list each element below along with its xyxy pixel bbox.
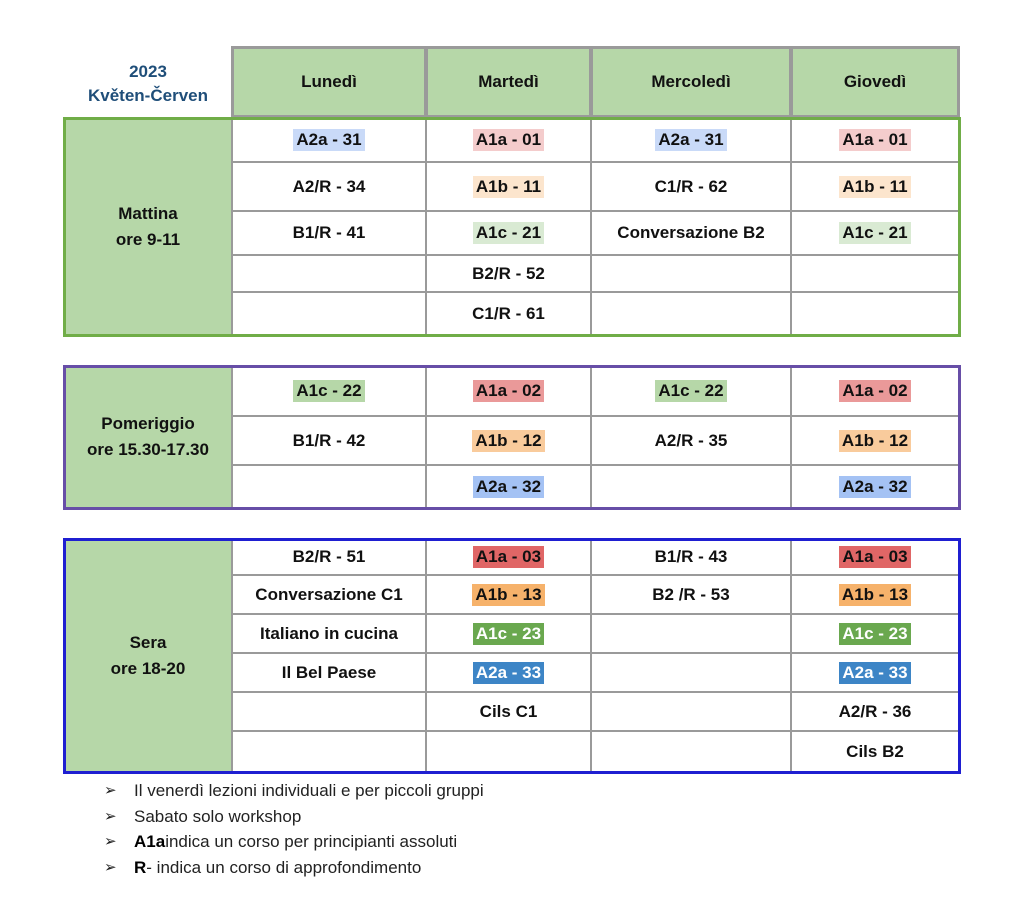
course-text: Conversazione C1	[255, 584, 403, 604]
row-divider	[232, 730, 959, 732]
course-tag: A2a - 33	[473, 662, 544, 684]
morning-time-label	[64, 118, 232, 335]
schedule-cell	[791, 731, 959, 772]
schedule-cell	[791, 292, 959, 335]
schedule-cell	[426, 575, 591, 614]
column-divider	[590, 539, 592, 772]
schedule-cell	[591, 416, 791, 465]
afternoon-time-label	[64, 366, 232, 508]
column-divider	[231, 366, 233, 508]
course-tag: A1a - 02	[473, 380, 544, 402]
session-hours: ore 9-11	[115, 229, 181, 249]
course-text: A2/R - 35	[654, 430, 728, 450]
schedule-cell	[791, 539, 959, 575]
course-tag: A2a - 32	[839, 476, 910, 498]
session-hours: ore 18-20	[110, 658, 186, 678]
course-text: B1/R - 41	[292, 223, 366, 242]
day-header-wednesday: Mercoledì	[590, 46, 792, 118]
schedule-cell	[791, 366, 959, 416]
row-divider	[232, 691, 959, 693]
row-divider	[232, 210, 959, 212]
schedule-cell	[791, 416, 959, 465]
course-tag: A1b - 13	[839, 584, 911, 606]
column-divider	[425, 118, 427, 335]
schedule-cell	[232, 614, 426, 653]
schedule-cell	[591, 366, 791, 416]
schedule-cell	[426, 366, 591, 416]
arrow-bullet-icon: ➢	[104, 807, 117, 825]
schedule-cell	[791, 162, 959, 211]
row-divider	[232, 613, 959, 615]
schedule-cell	[426, 211, 591, 255]
evening-time-label	[64, 539, 232, 772]
schedule-cell	[591, 255, 791, 292]
course-text: C1/R - 61	[472, 303, 545, 323]
schedule-cell	[791, 653, 959, 692]
schedule-cell	[791, 614, 959, 653]
column-divider	[790, 539, 792, 772]
schedule-cell	[591, 653, 791, 692]
schedule-cell	[426, 465, 591, 508]
course-text: Il Bel Paese	[281, 662, 377, 682]
course-tag: A1c - 23	[839, 623, 910, 645]
schedule-cell	[591, 614, 791, 653]
column-divider	[231, 118, 233, 335]
course-text: B2 /R - 53	[652, 584, 730, 604]
schedule-cell	[591, 292, 791, 335]
schedule-cell	[232, 692, 426, 731]
note-text: Il venerdì lezioni individuali e per piccoli gruppi	[134, 781, 484, 800]
course-tag: A1b - 12	[472, 430, 544, 452]
course-text: Cils B2	[846, 741, 904, 761]
course-tag: A1c - 23	[473, 623, 544, 645]
course-text: A2/R - 36	[838, 701, 912, 721]
schedule-cell	[426, 692, 591, 731]
schedule-cell	[232, 255, 426, 292]
schedule-cell	[232, 416, 426, 465]
arrow-bullet-icon: ➢	[104, 858, 117, 876]
day-header-thursday: Giovedì	[790, 46, 960, 118]
row-divider	[232, 254, 959, 256]
schedule-cell	[791, 211, 959, 255]
course-tag: A1a - 03	[473, 546, 544, 568]
row-divider	[232, 574, 959, 576]
course-tag: A2a - 33	[839, 662, 910, 684]
schedule-cell	[426, 162, 591, 211]
schedule-cell	[232, 292, 426, 335]
row-divider	[232, 464, 959, 466]
schedule-cell	[591, 162, 791, 211]
schedule-cell	[426, 118, 591, 162]
course-tag: A1a - 03	[839, 546, 910, 568]
column-divider	[425, 539, 427, 772]
column-divider	[790, 118, 792, 335]
period-label	[64, 50, 232, 118]
course-tag: A1c - 22	[655, 380, 726, 402]
schedule-cell	[426, 539, 591, 575]
schedule-cell	[232, 366, 426, 416]
note-item	[104, 778, 484, 804]
schedule-cell	[791, 575, 959, 614]
schedule-cell	[232, 118, 426, 162]
note-text: Sabato solo workshop	[134, 806, 302, 826]
schedule-cell	[791, 255, 959, 292]
schedule-cell	[426, 416, 591, 465]
course-text: B2/R - 51	[292, 547, 366, 566]
schedule-cell	[232, 162, 426, 211]
schedule-cell	[591, 692, 791, 731]
session-name: Sera	[129, 632, 167, 652]
note-text: indica un corso per principianti assoluti	[165, 832, 458, 851]
schedule-cell	[232, 575, 426, 614]
note-item	[104, 855, 484, 881]
course-text: B2/R - 52	[472, 263, 545, 283]
day-header-tuesday: Martedì	[425, 46, 592, 118]
note-item	[104, 804, 484, 830]
course-text: A2/R - 34	[292, 176, 366, 196]
column-divider	[590, 118, 592, 335]
row-divider	[232, 415, 959, 417]
column-divider	[231, 539, 233, 772]
course-text: B1/R - 43	[654, 547, 728, 566]
course-tag: A1a - 01	[473, 129, 544, 151]
schedule-cell	[426, 653, 591, 692]
session-name: Mattina	[118, 203, 178, 223]
schedule-cell	[591, 118, 791, 162]
course-tag: A1c - 22	[293, 380, 364, 402]
schedule-cell	[591, 211, 791, 255]
session-hours: ore 15.30-17.30	[87, 440, 209, 459]
schedule-cell	[591, 465, 791, 508]
schedule-cell	[232, 211, 426, 255]
year-label: 2023	[129, 62, 167, 81]
row-divider	[232, 291, 959, 293]
schedule-cell	[232, 539, 426, 575]
course-text: Italiano in cucina	[260, 623, 398, 643]
schedule-cell	[232, 653, 426, 692]
schedule-cell	[591, 575, 791, 614]
course-tag: A1c - 21	[839, 222, 910, 244]
months-label: Květen-Červen	[88, 86, 208, 105]
note-bold: A1a	[134, 832, 166, 851]
course-tag: A2a - 32	[473, 476, 544, 498]
session-name: Pomeriggio	[101, 414, 195, 433]
schedule-cell	[791, 465, 959, 508]
note-text: - indica un corso di approfondimento	[146, 857, 422, 877]
note-bold: R	[134, 857, 147, 877]
day-header-monday: Lunedì	[231, 46, 427, 118]
schedule-cell	[232, 465, 426, 508]
schedule-cell	[591, 539, 791, 575]
course-text: Conversazione B2	[617, 223, 765, 242]
course-tag: A1a - 02	[839, 380, 910, 402]
schedule-cell	[426, 731, 591, 772]
course-text: C1/R - 62	[654, 176, 728, 196]
column-divider	[790, 366, 792, 508]
course-tag: A1b - 11	[839, 176, 910, 198]
arrow-bullet-icon: ➢	[104, 833, 117, 850]
course-text: Cils C1	[479, 701, 538, 721]
schedule-cell	[591, 731, 791, 772]
course-tag: A2a - 31	[655, 129, 726, 151]
note-item	[104, 829, 484, 855]
row-divider	[232, 161, 959, 163]
schedule-cell	[791, 118, 959, 162]
column-divider	[425, 366, 427, 508]
course-tag: A1c - 21	[473, 222, 544, 244]
arrow-bullet-icon: ➢	[104, 782, 117, 799]
schedule-cell	[232, 731, 426, 772]
schedule-cell	[426, 255, 591, 292]
schedule-cell	[791, 692, 959, 731]
course-tag: A1b - 11	[473, 176, 544, 198]
course-tag: A2a - 31	[293, 129, 364, 151]
schedule-cell	[426, 292, 591, 335]
course-tag: A1b - 13	[472, 584, 544, 606]
schedule-cell	[426, 614, 591, 653]
column-divider	[590, 366, 592, 508]
notes-list	[104, 778, 484, 880]
row-divider	[232, 652, 959, 654]
course-text: B1/R - 42	[292, 430, 366, 450]
course-tag: A1b - 12	[839, 430, 911, 452]
course-tag: A1a - 01	[839, 129, 910, 151]
